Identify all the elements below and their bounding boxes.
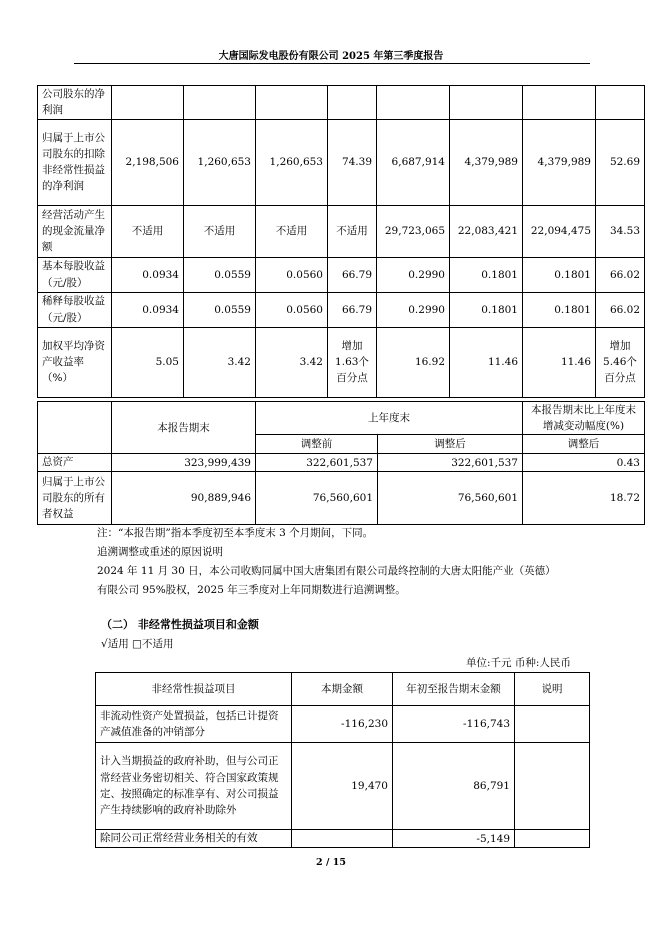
row-label: 归属于上市公司股东的所有者权益	[38, 472, 112, 525]
section-title: （二） 非经常性损益项目和金额	[101, 618, 259, 631]
table-cell: 3.42	[256, 327, 328, 397]
table-cell: 16.92	[377, 327, 450, 397]
table-cell: 0.2990	[377, 292, 450, 327]
table-cell: 74.39	[328, 119, 377, 205]
table-cell: 增加5.46个百分点	[596, 327, 645, 397]
column-header: 非经常性损益项目	[96, 673, 292, 706]
table-cell: 0.0559	[184, 257, 256, 292]
table-cell: 0.1801	[450, 257, 523, 292]
table-cell: 4,379,989	[450, 119, 523, 205]
column-header: 上年度末	[256, 402, 523, 435]
table-cell: 322,601,537	[256, 454, 378, 472]
table-row	[96, 743, 590, 830]
table-cell: 增加1.63个百分点	[328, 327, 377, 397]
table-cell: 52.69	[596, 119, 645, 205]
table-header-row	[38, 402, 645, 435]
table-cell	[112, 86, 184, 120]
table-cell	[328, 86, 377, 120]
table-cell: 不适用	[184, 205, 256, 257]
table-row	[96, 830, 590, 848]
table-cell	[596, 86, 645, 120]
table-cell: 0.2990	[377, 257, 450, 292]
table-cell: 4,379,989	[523, 119, 596, 205]
table-cell	[515, 830, 590, 848]
table-cell	[515, 743, 590, 830]
table-header-row	[96, 673, 590, 706]
table-cell: 66.79	[328, 257, 377, 292]
table-row	[38, 119, 645, 205]
financial-indicators-table	[37, 85, 645, 398]
table-cell: 0.0560	[256, 257, 328, 292]
table-cell: 22,094,475	[523, 205, 596, 257]
row-label: 公司股东的净利润	[38, 86, 112, 120]
unit-currency-label: 单位:千元 币种:人民币	[466, 657, 571, 669]
table-cell: 66.79	[328, 292, 377, 327]
table-cell: -116,230	[292, 706, 393, 743]
table-cell: 11.46	[450, 327, 523, 397]
column-subheader: 调整前	[256, 435, 378, 454]
table-cell: 19,470	[292, 743, 393, 830]
table-row	[38, 454, 645, 472]
column-header: 本期金额	[292, 673, 393, 706]
note-restatement-text: 2024 年 11 月 30 日，本公司收购同属中国大唐集团有限公司最终控制的大唐太阳能产业（英德）	[97, 565, 556, 577]
balance-table	[37, 401, 645, 525]
non-recurring-items-table	[95, 672, 590, 848]
table-cell: 29,723,065	[377, 205, 450, 257]
table-row	[38, 257, 645, 292]
row-label: 加权平均净资产收益率（%）	[38, 327, 112, 397]
table-cell: 1,260,653	[184, 119, 256, 205]
table-row	[38, 205, 645, 257]
table-cell: 66.02	[596, 292, 645, 327]
column-subheader: 调整后	[523, 435, 645, 454]
table-cell: 1,260,653	[256, 119, 328, 205]
table-cell: 322,601,537	[378, 454, 523, 472]
page-header-title: 大唐国际发电股份有限公司 2025 年第三季度报告	[218, 51, 444, 62]
table-row	[38, 86, 645, 120]
table-cell: 86,791	[393, 743, 515, 830]
table-cell: 0.43	[523, 454, 645, 472]
table-cell: 0.0560	[256, 292, 328, 327]
table-cell: 3.42	[184, 327, 256, 397]
table-cell: 不适用	[256, 205, 328, 257]
table-cell: 22,083,421	[450, 205, 523, 257]
row-label: 稀释每股收益（元/股）	[38, 292, 112, 327]
table-cell	[256, 86, 328, 120]
row-label: 非流动性资产处置损益，包括已计提资产减值准备的冲销部分	[96, 706, 292, 743]
table-cell: 0.1801	[450, 292, 523, 327]
table-cell: 323,999,439	[112, 454, 256, 472]
table-cell: 0.1801	[523, 257, 596, 292]
row-label: 总资产	[38, 454, 112, 472]
column-header: 本报告期末	[112, 402, 256, 454]
note-restatement-heading: 追溯调整或重述的原因说明	[97, 546, 223, 558]
table-cell: 2,198,506	[112, 119, 184, 205]
row-label: 经营活动产生的现金流量净额	[38, 205, 112, 257]
table-cell	[377, 86, 450, 120]
table-row	[38, 292, 645, 327]
row-label: 除同公司正常经营业务相关的有效	[96, 830, 292, 848]
table-cell	[515, 706, 590, 743]
table-cell: 0.0934	[112, 257, 184, 292]
table-cell: 11.46	[523, 327, 596, 397]
table-cell: 18.72	[523, 472, 645, 525]
applicability-checkbox-line: √适用 □不适用	[101, 638, 174, 650]
table-cell: 不适用	[328, 205, 377, 257]
table-row	[38, 472, 645, 525]
table-cell	[184, 86, 256, 120]
note-period-definition: 注：“本报告期”指本季度初至本季度末 3 个月期间，下同。	[97, 527, 374, 539]
table-cell: 34.53	[596, 205, 645, 257]
row-label: 计入当期损益的政府补助，但与公司正常经营业务密切相关、符合国家政策规定、按照确定的标准享有、对公司损益产生持续影响的政府补助除外	[96, 743, 292, 830]
table-row	[96, 706, 590, 743]
table-cell	[450, 86, 523, 120]
table-cell: 76,560,601	[378, 472, 523, 525]
row-label: 基本每股收益（元/股）	[38, 257, 112, 292]
table-cell: 76,560,601	[256, 472, 378, 525]
table-cell: 0.0559	[184, 292, 256, 327]
table-header-corner	[38, 402, 112, 454]
table-row	[38, 327, 645, 397]
column-subheader: 调整后	[378, 435, 523, 454]
table-cell: 6,687,914	[377, 119, 450, 205]
table-cell: 0.0934	[112, 292, 184, 327]
table-cell: 不适用	[112, 205, 184, 257]
table-cell: 5.05	[112, 327, 184, 397]
table-cell: 66.02	[596, 257, 645, 292]
column-header: 年初至报告期末金额	[393, 673, 515, 706]
table-cell: -116,743	[393, 706, 515, 743]
table-cell	[292, 830, 393, 848]
table-cell: 0.1801	[523, 292, 596, 327]
table-cell: 90,889,946	[112, 472, 256, 525]
table-cell	[523, 86, 596, 120]
note-restatement-text-cont: 有限公司 95%股权，2025 年三季度对上年同期数进行追溯调整。	[97, 584, 406, 596]
column-header: 说明	[515, 673, 590, 706]
column-header: 本报告期末比上年度末增减变动幅度(%)	[523, 402, 645, 435]
table-cell: -5,149	[393, 830, 515, 848]
row-label: 归属于上市公司股东的扣除非经常性损益的净利润	[38, 119, 112, 205]
header-divider	[74, 63, 590, 64]
page-number: 2 / 15	[316, 857, 346, 868]
